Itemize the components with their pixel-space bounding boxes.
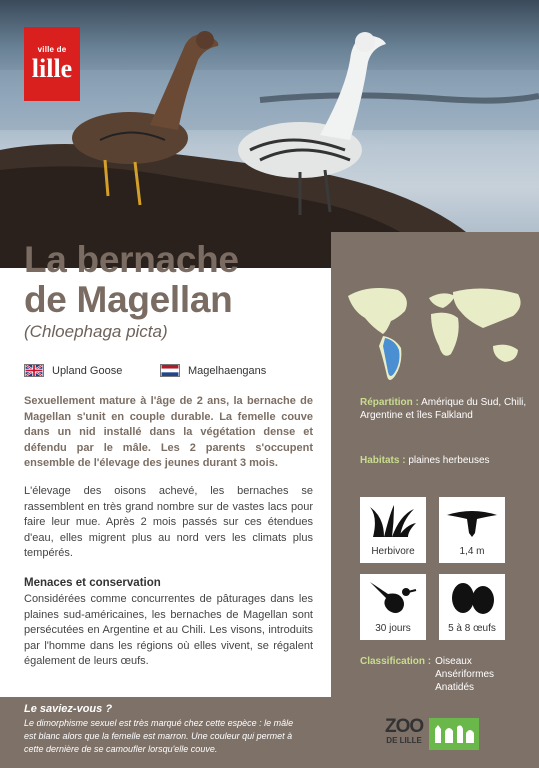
tile-label: Herbivore — [371, 546, 415, 557]
latin-name: (Chloephaga picta) — [24, 322, 168, 341]
wingspan-bird-icon — [447, 503, 497, 539]
header-photo — [0, 0, 539, 268]
zoo-wordmark — [385, 716, 424, 748]
logo-big-text: lille — [31, 53, 73, 83]
classification-line: Anatidés — [435, 682, 475, 693]
did-you-know-text: Le dimorphisme sexuel est très marqué chez cette espèce : le mâle est blanc alors que la femelle est marron. Une couleur qui permet à cette dernière de se camoufler lorsqu'elle couve. — [24, 718, 294, 754]
netherlands-flag-icon — [160, 364, 180, 377]
ville-de-lille-logo — [24, 27, 80, 101]
tile-label: 5 à 8 œufs — [448, 623, 496, 634]
diet-tile — [360, 497, 426, 563]
zoo-line-2: DE LILLE — [386, 736, 422, 745]
zoo-de-lille-logo — [385, 718, 479, 750]
goose-photo-illustration — [0, 0, 539, 268]
repartition-key: Répartition : — [360, 397, 419, 408]
zoo-line-1: ZOO — [385, 716, 424, 737]
classification-info — [360, 655, 530, 694]
molting-paragraph: L'élevage des oisons achevé, les bernaches se rassemblent en très grand nombre sur de vastes lacs pour faire leur mue. Après 2 mois passés sur ces étendues d'eau, elles migrent plus au nord vers les climats plus tempérés. — [24, 485, 313, 559]
eggs-tile — [439, 574, 505, 640]
classification-line: Oiseaux — [435, 656, 472, 667]
classification-key: Classification : — [360, 656, 432, 667]
info-sidebar — [331, 232, 539, 768]
english-name — [24, 364, 122, 377]
world-map-icon — [343, 276, 533, 396]
intro-paragraph: Sexuellement mature à l'âge de 2 ans, la bernache de Magellan s'unit en couple durable. La femelle couve dans un nid installé dans la végétation dense et défendu par le mâle. Les 2 parents s'occupent ensemble de l'élevage des jeunes durant 3 mois. — [24, 395, 313, 469]
tile-label: 30 jours — [375, 623, 411, 634]
did-you-know-box — [0, 697, 331, 768]
zoo-animals-icon — [429, 718, 479, 750]
classification-line: Ansériformes — [435, 669, 495, 680]
title-line-1: La bernache — [24, 239, 239, 280]
did-you-know-title: Le saviez-vous ? — [24, 703, 113, 715]
english-name-label: Upland Goose — [52, 364, 123, 377]
species-title — [24, 240, 239, 320]
grass-icon — [368, 503, 418, 539]
repartition-value: Amérique du Sud, Chili, Argentine et îles Falkland — [360, 397, 527, 421]
eggs-icon — [447, 580, 497, 616]
repartition-info — [360, 396, 530, 422]
incubation-tile — [360, 574, 426, 640]
threats-paragraph: Considérées comme concurrentes de pâturages dans les plaines sud-américaines, les bernaches de Magellan sont persécutées en Argentine et au Chili. Les visons, introduits par l'homme dans les régions où elles vivent, se régalent également de leurs œufs. — [24, 593, 313, 667]
title-line-2: de Magellan — [24, 279, 233, 320]
threats-heading: Menaces et conservation — [24, 577, 161, 589]
dutch-name-label: Magelhaengans — [188, 364, 267, 377]
wingspan-tile — [439, 497, 505, 563]
dutch-name — [160, 364, 266, 377]
habitats-value: plaines herbeuses — [408, 455, 490, 466]
habitats-info — [360, 454, 530, 467]
stork-icon — [368, 580, 418, 616]
habitats-key: Habitats : — [360, 455, 406, 466]
logo-small-text: ville de — [37, 44, 67, 54]
tile-label: 1,4 m — [459, 546, 485, 557]
uk-flag-icon — [24, 364, 44, 377]
